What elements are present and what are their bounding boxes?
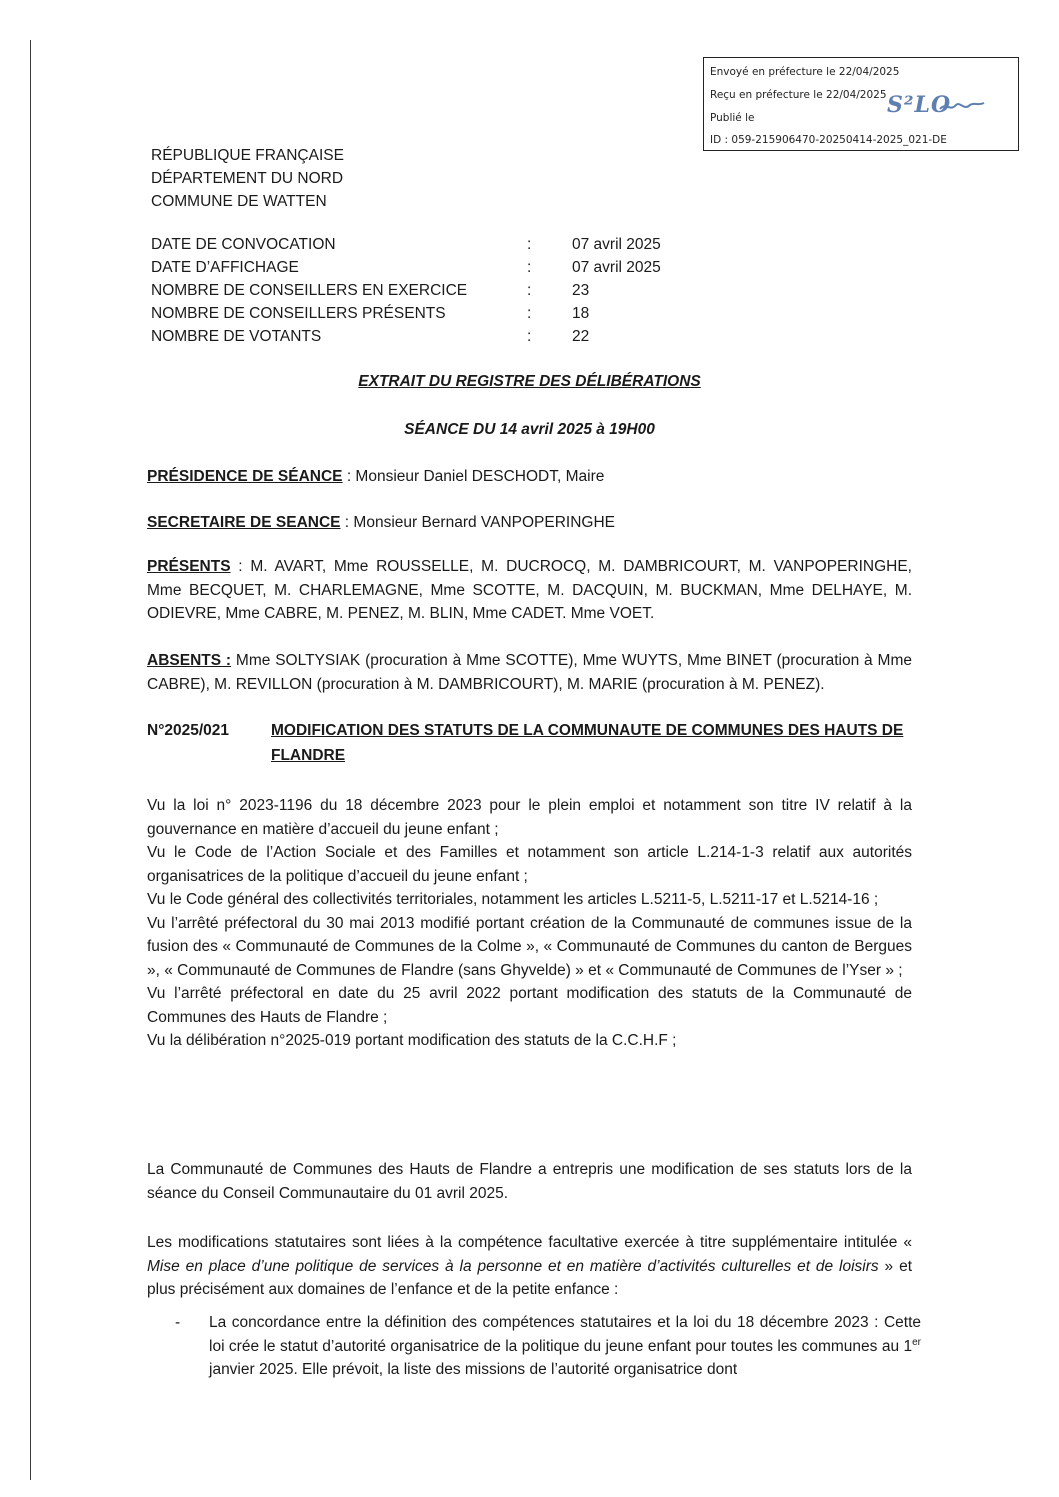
session-title: SÉANCE DU 14 avril 2025 à 19H00 <box>404 421 655 438</box>
vu-item: Vu le Code général des collectivités territoriales, notamment les articles L.5211-5, L.5211-17 et L.5214-16 ; <box>147 891 879 908</box>
deliberation-title: MODIFICATION DES STATUTS DE LA COMMUNAUTE DE COMMUNES DES HAUTS DE FLANDRE <box>271 722 904 764</box>
absents-paragraph <box>147 649 912 696</box>
bullet-marker: - <box>175 1314 181 1331</box>
cc-paragraph: La Communauté de Communes des Hauts de Flandre a entrepris une modification de ses statuts lors de la séance du Conseil Communautaire du 01 avril 2025. <box>147 1161 912 1202</box>
info-label: NOMBRE DE CONSEILLERS PRÉSENTS <box>151 305 446 322</box>
vu-list <box>147 794 912 1053</box>
secretaire-paragraph <box>147 511 912 535</box>
info-label: NOMBRE DE VOTANTS <box>151 328 322 345</box>
modifs-after: » et plus précisément aux domaines de l’enfance et de la petite enfance : <box>147 1257 912 1298</box>
bullet-paragraph <box>209 1311 921 1382</box>
info-colon: : <box>527 305 532 322</box>
info-label: NOMBRE DE CONSEILLERS EN EXERCICE <box>151 282 468 299</box>
presidence-paragraph <box>147 465 912 489</box>
absents-text: Mme SOLTYSIAK (procuration à Mme SCOTTE), Mme WUYTS, Mme BINET (procuration à Mme CABRE), M. REVILLON (procuration à M. DAMBRICOURT), M. MARIE (procuration à M. PENEZ). <box>147 652 912 693</box>
secretaire-text: : Monsieur Bernard VANPOPERINGHE <box>340 514 615 531</box>
info-value: 07 avril 2025 <box>572 236 661 253</box>
commune-heading: COMMUNE DE WATTEN <box>151 193 327 210</box>
modifications-paragraph <box>147 1231 912 1302</box>
presents-text: : M. AVART, Mme ROUSSELLE, M. DUCROCQ, M. DAMBRICOURT, M. VANPOPERINGHE, Mme BECQUET, M. CHARLEMAGNE, Mme SCOTTE, M. DACQUIN, M. BUCKMAN, Mme DELHAYE, M. ODIEVRE, Mme CABRE, M. PENEZ, M. BLIN, Mme CADET. Mme VOET. <box>147 558 912 622</box>
info-label: DATE D’AFFICHAGE <box>151 259 299 276</box>
info-value: 22 <box>572 328 590 345</box>
bullet-superscript: er <box>912 1336 921 1348</box>
modifs-italic: Mise en place d’une politique de services à la personne et en matière d’activités culturelles et de loisirs <box>147 1257 879 1275</box>
signature-flourish-icon <box>938 100 986 112</box>
vu-item: Vu la loi n° 2023-1196 du 18 décembre 2023 pour le plein emploi et notamment son titre IV relatif à la gouvernance en matière d’accueil du jeune enfant ; <box>147 797 912 838</box>
presents-label: PRÉSENTS <box>147 558 231 575</box>
info-colon: : <box>527 236 532 253</box>
info-label: DATE DE CONVOCATION <box>151 236 336 253</box>
vu-item: Vu le Code de l’Action Sociale et des Familles et notamment son article L.214-1-3 relatif aux autorités organisatrices de la politique d’accueil du jeune enfant ; <box>147 844 912 885</box>
presidence-text: : Monsieur Daniel DESCHODT, Maire <box>342 468 605 485</box>
prefecture-stamp <box>703 57 1019 151</box>
left-margin-line <box>30 40 31 1480</box>
header-block <box>151 144 344 213</box>
info-value: 18 <box>572 305 590 322</box>
slo-signature-logo: S²LO <box>887 92 952 118</box>
extract-title: EXTRAIT DU REGISTRE DES DÉLIBÉRATIONS <box>358 373 701 390</box>
info-colon: : <box>527 328 532 345</box>
stamp-received-line: Reçu en préfecture le 22/04/2025 <box>710 89 887 101</box>
vu-item: Vu l’arrêté préfectoral en date du 25 avril 2022 portant modification des statuts de la Communauté de Communes des Hauts de Flandre ; <box>147 985 912 1026</box>
modifs-before: Les modifications statutaires sont liées à la compétence facultative exercée à titre supplémentaire intitulée « <box>147 1234 912 1251</box>
stamp-sent-line: Envoyé en préfecture le 22/04/2025 <box>710 66 900 78</box>
stamp-published-line: Publié le <box>710 112 755 124</box>
department-heading: DÉPARTEMENT DU NORD <box>151 170 344 187</box>
presidence-label: PRÉSIDENCE DE SÉANCE <box>147 468 343 485</box>
republic-heading: RÉPUBLIQUE FRANÇAISE <box>151 147 344 164</box>
absents-label: ABSENTS : <box>147 652 232 669</box>
stamp-id-line: ID : 059-215906470-20250414-2025_021-DE <box>710 134 947 146</box>
info-value: 07 avril 2025 <box>572 259 661 276</box>
secretaire-label: SECRETAIRE DE SEANCE <box>147 514 341 531</box>
info-colon: : <box>527 282 532 299</box>
info-colon: : <box>527 259 532 276</box>
bullet-part1: La concordance entre la définition des compétences statutaires et la loi du 18 décembre 2023 : Cette loi crée le statut d’autorité organisatrice de la politique du jeune enfant pour toutes les communes au 1 <box>209 1314 921 1355</box>
presents-paragraph <box>147 555 912 626</box>
vu-item: Vu l’arrêté préfectoral du 30 mai 2013 modifié portant création de la Communauté de communes issue de la fusion des « Communauté de Communes de la Colme », « Communauté de Communes du canton de Bergues », « Communauté de Communes de Flandre (sans Ghyvelde) » et « Communauté de Communes de l’Yser » ; <box>147 914 912 979</box>
bullet-part2: janvier 2025. Elle prévoit, la liste des missions de l’autorité organisatrice dont <box>209 1361 738 1378</box>
vu-item: Vu la délibération n°2025-019 portant modification des statuts de la C.C.H.F ; <box>147 1032 677 1049</box>
info-value: 23 <box>572 282 590 299</box>
deliberation-number: N°2025/021 <box>147 722 230 739</box>
